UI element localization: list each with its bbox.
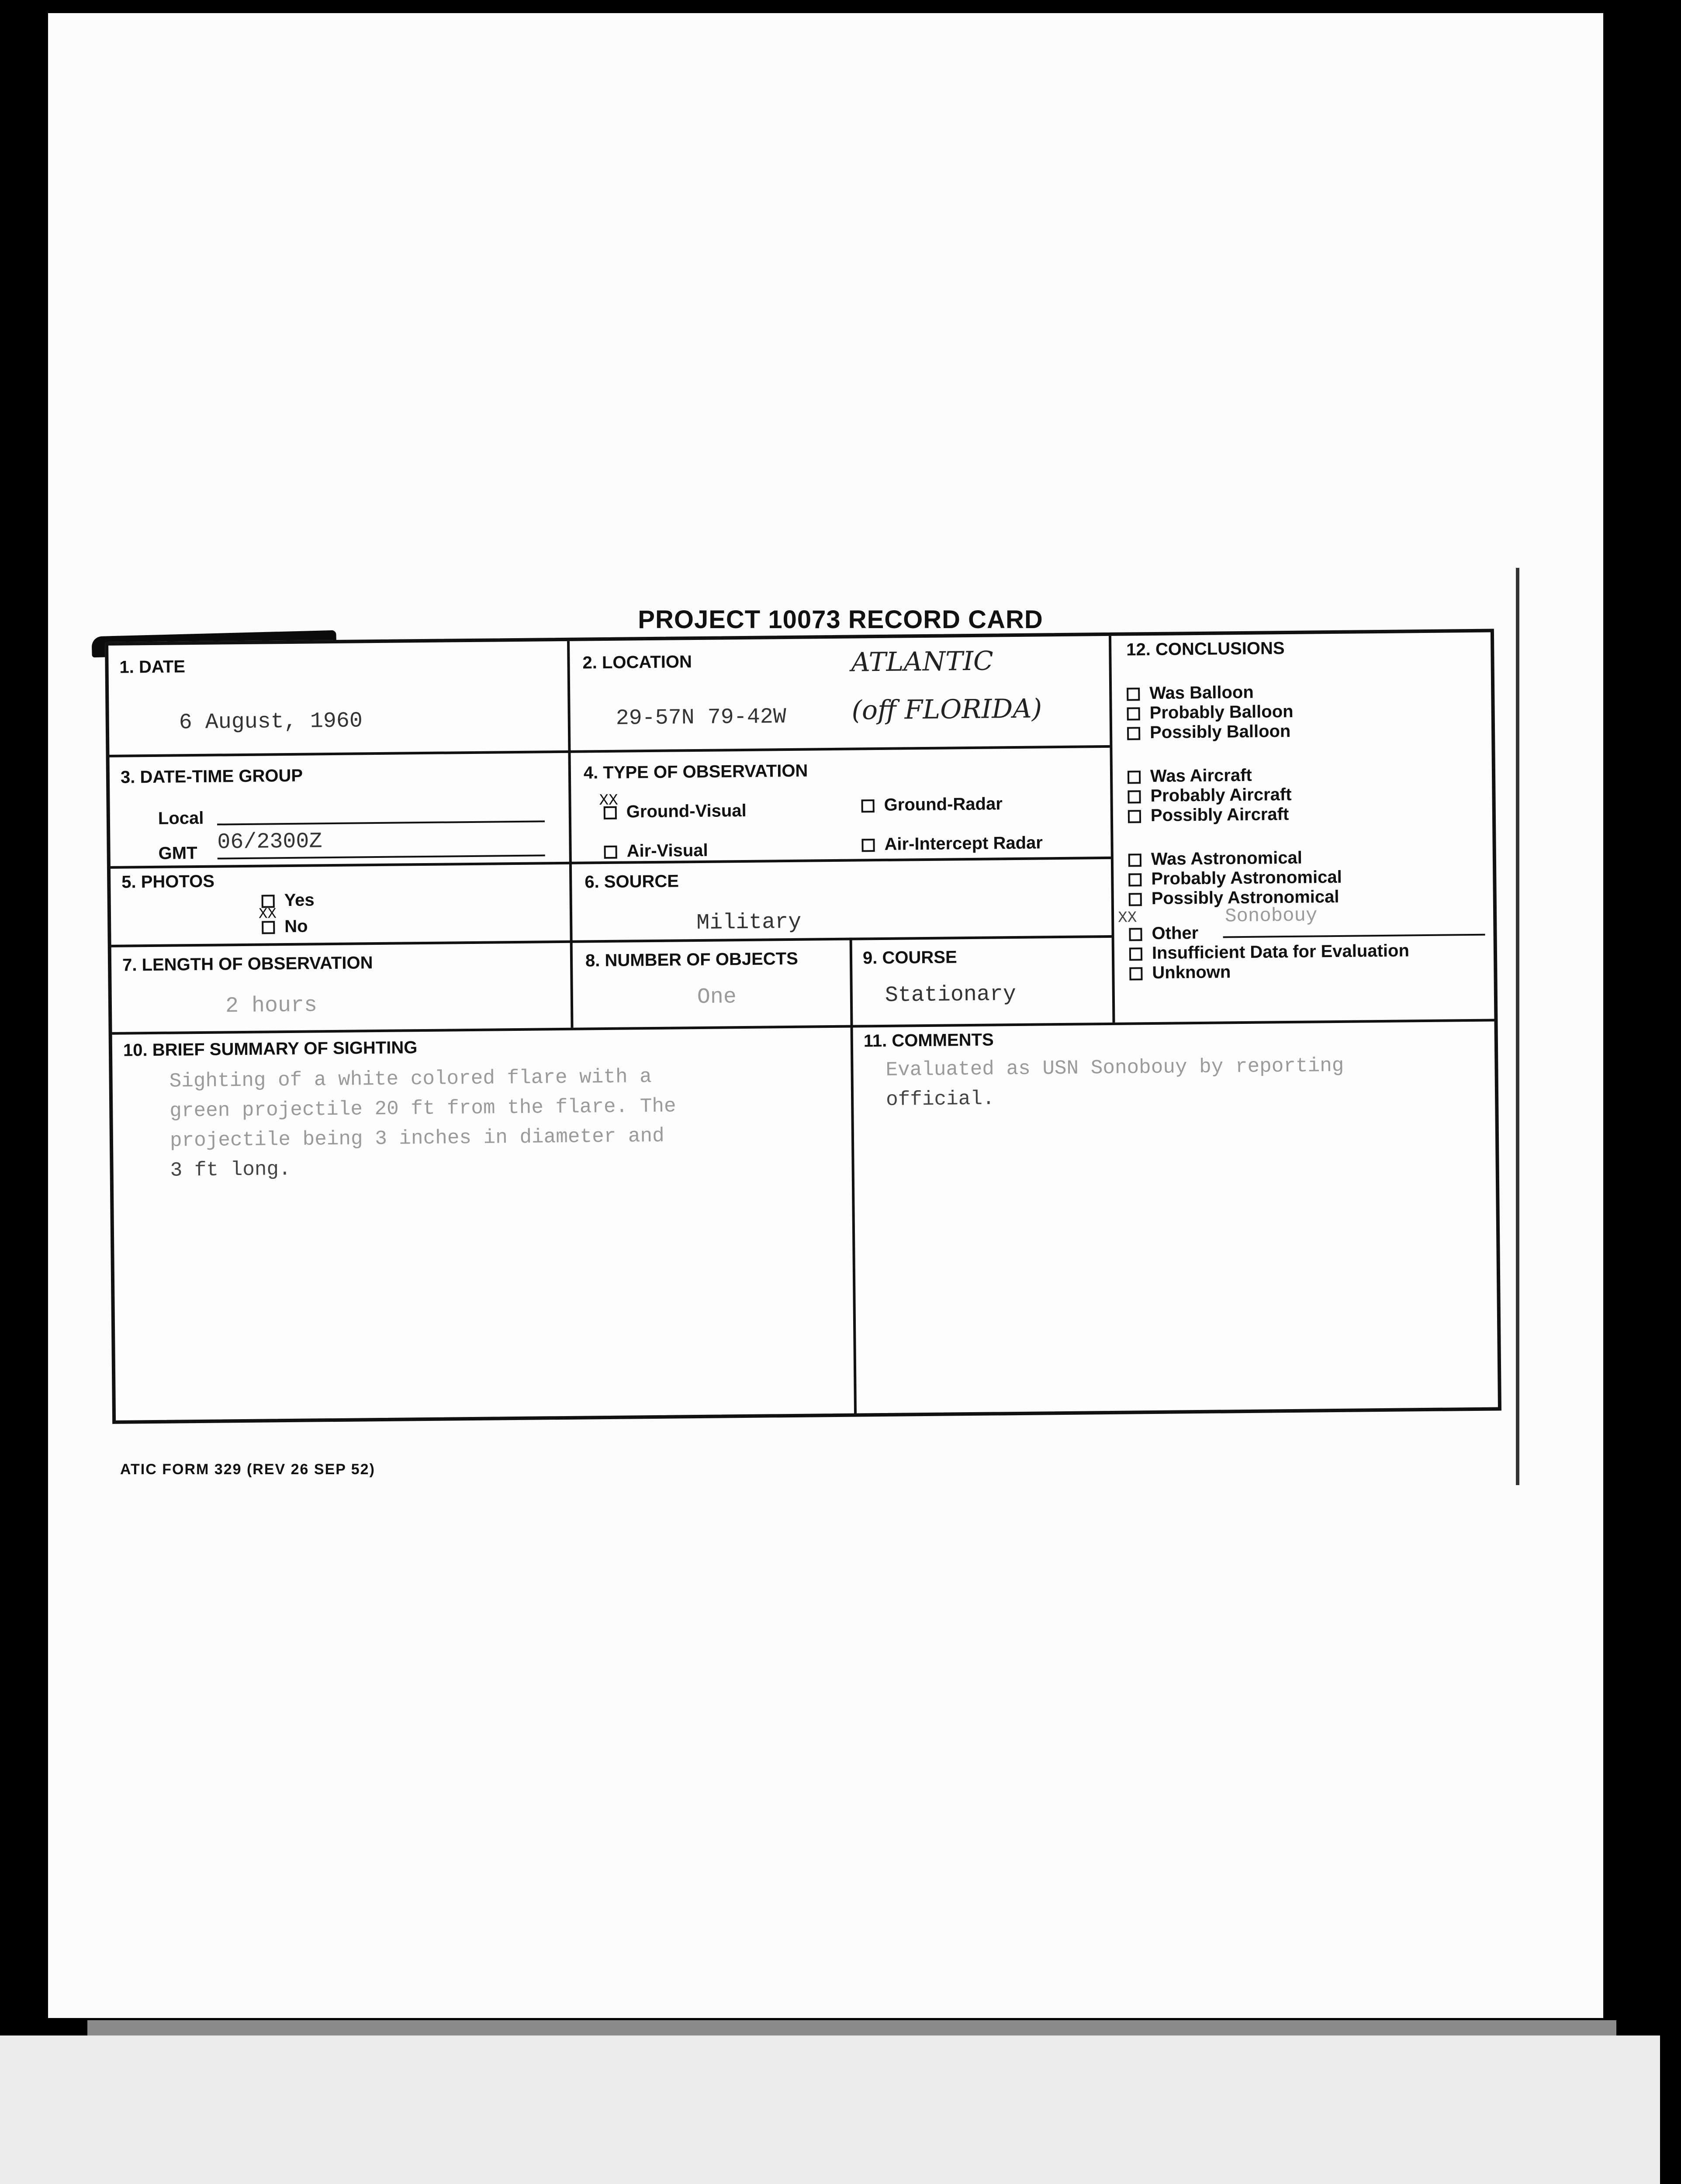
conclusion-label: Probably Astronomical <box>1151 867 1342 889</box>
scanner-background <box>0 2035 1660 2184</box>
row-divider <box>111 935 1112 947</box>
scan-edge-mark <box>1516 568 1519 1485</box>
summary-line: Sighting of a white colored flare with a <box>169 1065 652 1093</box>
number-of-objects-label: 8. NUMBER OF OBJECTS <box>585 949 798 971</box>
row-divider <box>109 745 1110 757</box>
photos-label: 5. PHOTOS <box>121 871 215 892</box>
checkbox <box>1127 688 1140 701</box>
source-label: 6. SOURCE <box>585 871 679 892</box>
comments-line: Evaluated as USN Sonobouy by reporting <box>885 1054 1344 1082</box>
column-divider <box>1109 636 1115 1023</box>
number-of-objects-value: One <box>697 985 737 1010</box>
conclusion-label: Probably Balloon <box>1149 702 1294 723</box>
conclusions-label: 12. CONCLUSIONS <box>1126 639 1285 660</box>
type-of-observation-label: 4. TYPE OF OBSERVATION <box>583 761 808 783</box>
option-label: Ground-Visual <box>626 801 747 822</box>
other-check-mark: XX <box>1117 909 1137 927</box>
conclusion-insufficient-data <box>1129 941 1409 963</box>
conclusion-label: Unknown <box>1152 962 1231 983</box>
other-underline <box>1223 934 1485 938</box>
gmt-label: GMT <box>158 843 197 863</box>
conclusion-was-astronomical <box>1128 848 1302 870</box>
option-air-intercept-radar <box>861 833 1043 854</box>
checkbox <box>1128 874 1141 887</box>
checkbox <box>1128 854 1141 867</box>
option-label: No <box>284 916 308 936</box>
course-label: 9. COURSE <box>862 947 957 968</box>
comments-label: 11. COMMENTS <box>863 1030 994 1051</box>
conclusion-label: Insufficient Data for Evaluation <box>1152 941 1410 963</box>
checkbox <box>1127 727 1140 740</box>
conclusion-probably-balloon <box>1127 702 1293 723</box>
option-ground-radar <box>861 794 1003 815</box>
conclusion-unknown <box>1129 962 1231 983</box>
gmt-underline <box>218 854 545 859</box>
form-identifier: ATIC FORM 329 (REV 26 SEP 52) <box>120 1461 375 1478</box>
conclusion-label: Probably Aircraft <box>1150 784 1292 806</box>
row-divider <box>112 1019 1495 1034</box>
brief-summary-text <box>169 1062 677 1185</box>
course-value: Stationary <box>885 982 1017 1008</box>
checkbox <box>1129 893 1142 906</box>
record-card <box>105 629 1501 1424</box>
no-check-mark: XX <box>258 906 277 923</box>
length-of-observation-value: 2 hours <box>225 993 318 1019</box>
checkbox <box>1129 928 1142 941</box>
length-of-observation-label: 7. LENGTH OF OBSERVATION <box>122 953 373 975</box>
checkbox <box>1129 948 1142 961</box>
checkbox-no <box>262 921 275 934</box>
conclusion-was-aircraft <box>1128 766 1252 787</box>
option-air-visual <box>604 841 708 861</box>
column-divider <box>567 641 573 1028</box>
local-underline <box>217 820 545 825</box>
checkbox <box>1129 968 1142 981</box>
location-handwritten-note: (off FLORIDA) <box>851 693 1042 726</box>
conclusion-was-balloon <box>1127 683 1254 704</box>
conclusion-possibly-balloon <box>1127 722 1291 743</box>
comments-text <box>885 1051 1344 1115</box>
option-label: Yes <box>284 890 315 910</box>
option-label: Air-Visual <box>626 840 708 861</box>
checkbox-air-intercept-radar <box>861 839 875 852</box>
summary-line: green projectile 20 ft from the flare. The <box>169 1095 676 1123</box>
column-divider <box>850 938 857 1416</box>
source-value: Military <box>696 909 802 936</box>
conclusion-label: Possibly Aircraft <box>1150 805 1289 826</box>
checkbox <box>1127 708 1140 721</box>
location-handwritten-region: ATLANTIC <box>851 646 994 678</box>
location-coordinates: 29-57N 79-42W <box>616 705 787 731</box>
brief-summary-label: 10. BRIEF SUMMARY OF SIGHTING <box>123 1038 418 1060</box>
date-label: 1. DATE <box>119 657 186 677</box>
date-value: 6 August, 1960 <box>179 708 363 736</box>
checkbox-ground-radar <box>861 800 875 813</box>
conclusion-probably-astronomical <box>1128 867 1342 889</box>
location-label: 2. LOCATION <box>582 652 692 673</box>
checkbox <box>1128 771 1141 784</box>
conclusion-label: Was Balloon <box>1149 682 1254 703</box>
summary-line: projectile being 3 inches in diameter and <box>169 1124 664 1152</box>
conclusion-label: Other <box>1152 923 1199 943</box>
option-label: Air-Intercept Radar <box>884 833 1043 854</box>
conclusion-label: Possibly Balloon <box>1149 721 1291 743</box>
conclusion-other <box>1129 923 1198 944</box>
option-ground-visual <box>604 801 747 822</box>
gmt-value: 06/2300Z <box>217 829 322 855</box>
checkbox <box>1128 791 1141 804</box>
card-title: PROJECT 10073 RECORD CARD <box>638 605 1043 634</box>
conclusion-label: Was Aircraft <box>1150 765 1252 786</box>
conclusion-label: Was Astronomical <box>1151 848 1303 869</box>
local-label: Local <box>158 808 204 828</box>
conclusion-possibly-aircraft <box>1128 805 1289 826</box>
ground-visual-check-mark: XX <box>599 791 618 810</box>
checkbox-air-visual <box>604 846 617 859</box>
conclusion-probably-aircraft <box>1128 785 1291 806</box>
date-time-group-label: 3. DATE-TIME GROUP <box>120 766 303 787</box>
comments-line: official. <box>885 1087 995 1111</box>
page-edge-shadow <box>87 2020 1616 2038</box>
other-value: Sonobouy <box>1224 905 1318 928</box>
summary-line: 3 ft long. <box>170 1158 291 1182</box>
option-label: Ground-Radar <box>884 794 1003 815</box>
conclusion-label: Possibly Astronomical <box>1151 887 1339 909</box>
checkbox <box>1128 810 1141 823</box>
